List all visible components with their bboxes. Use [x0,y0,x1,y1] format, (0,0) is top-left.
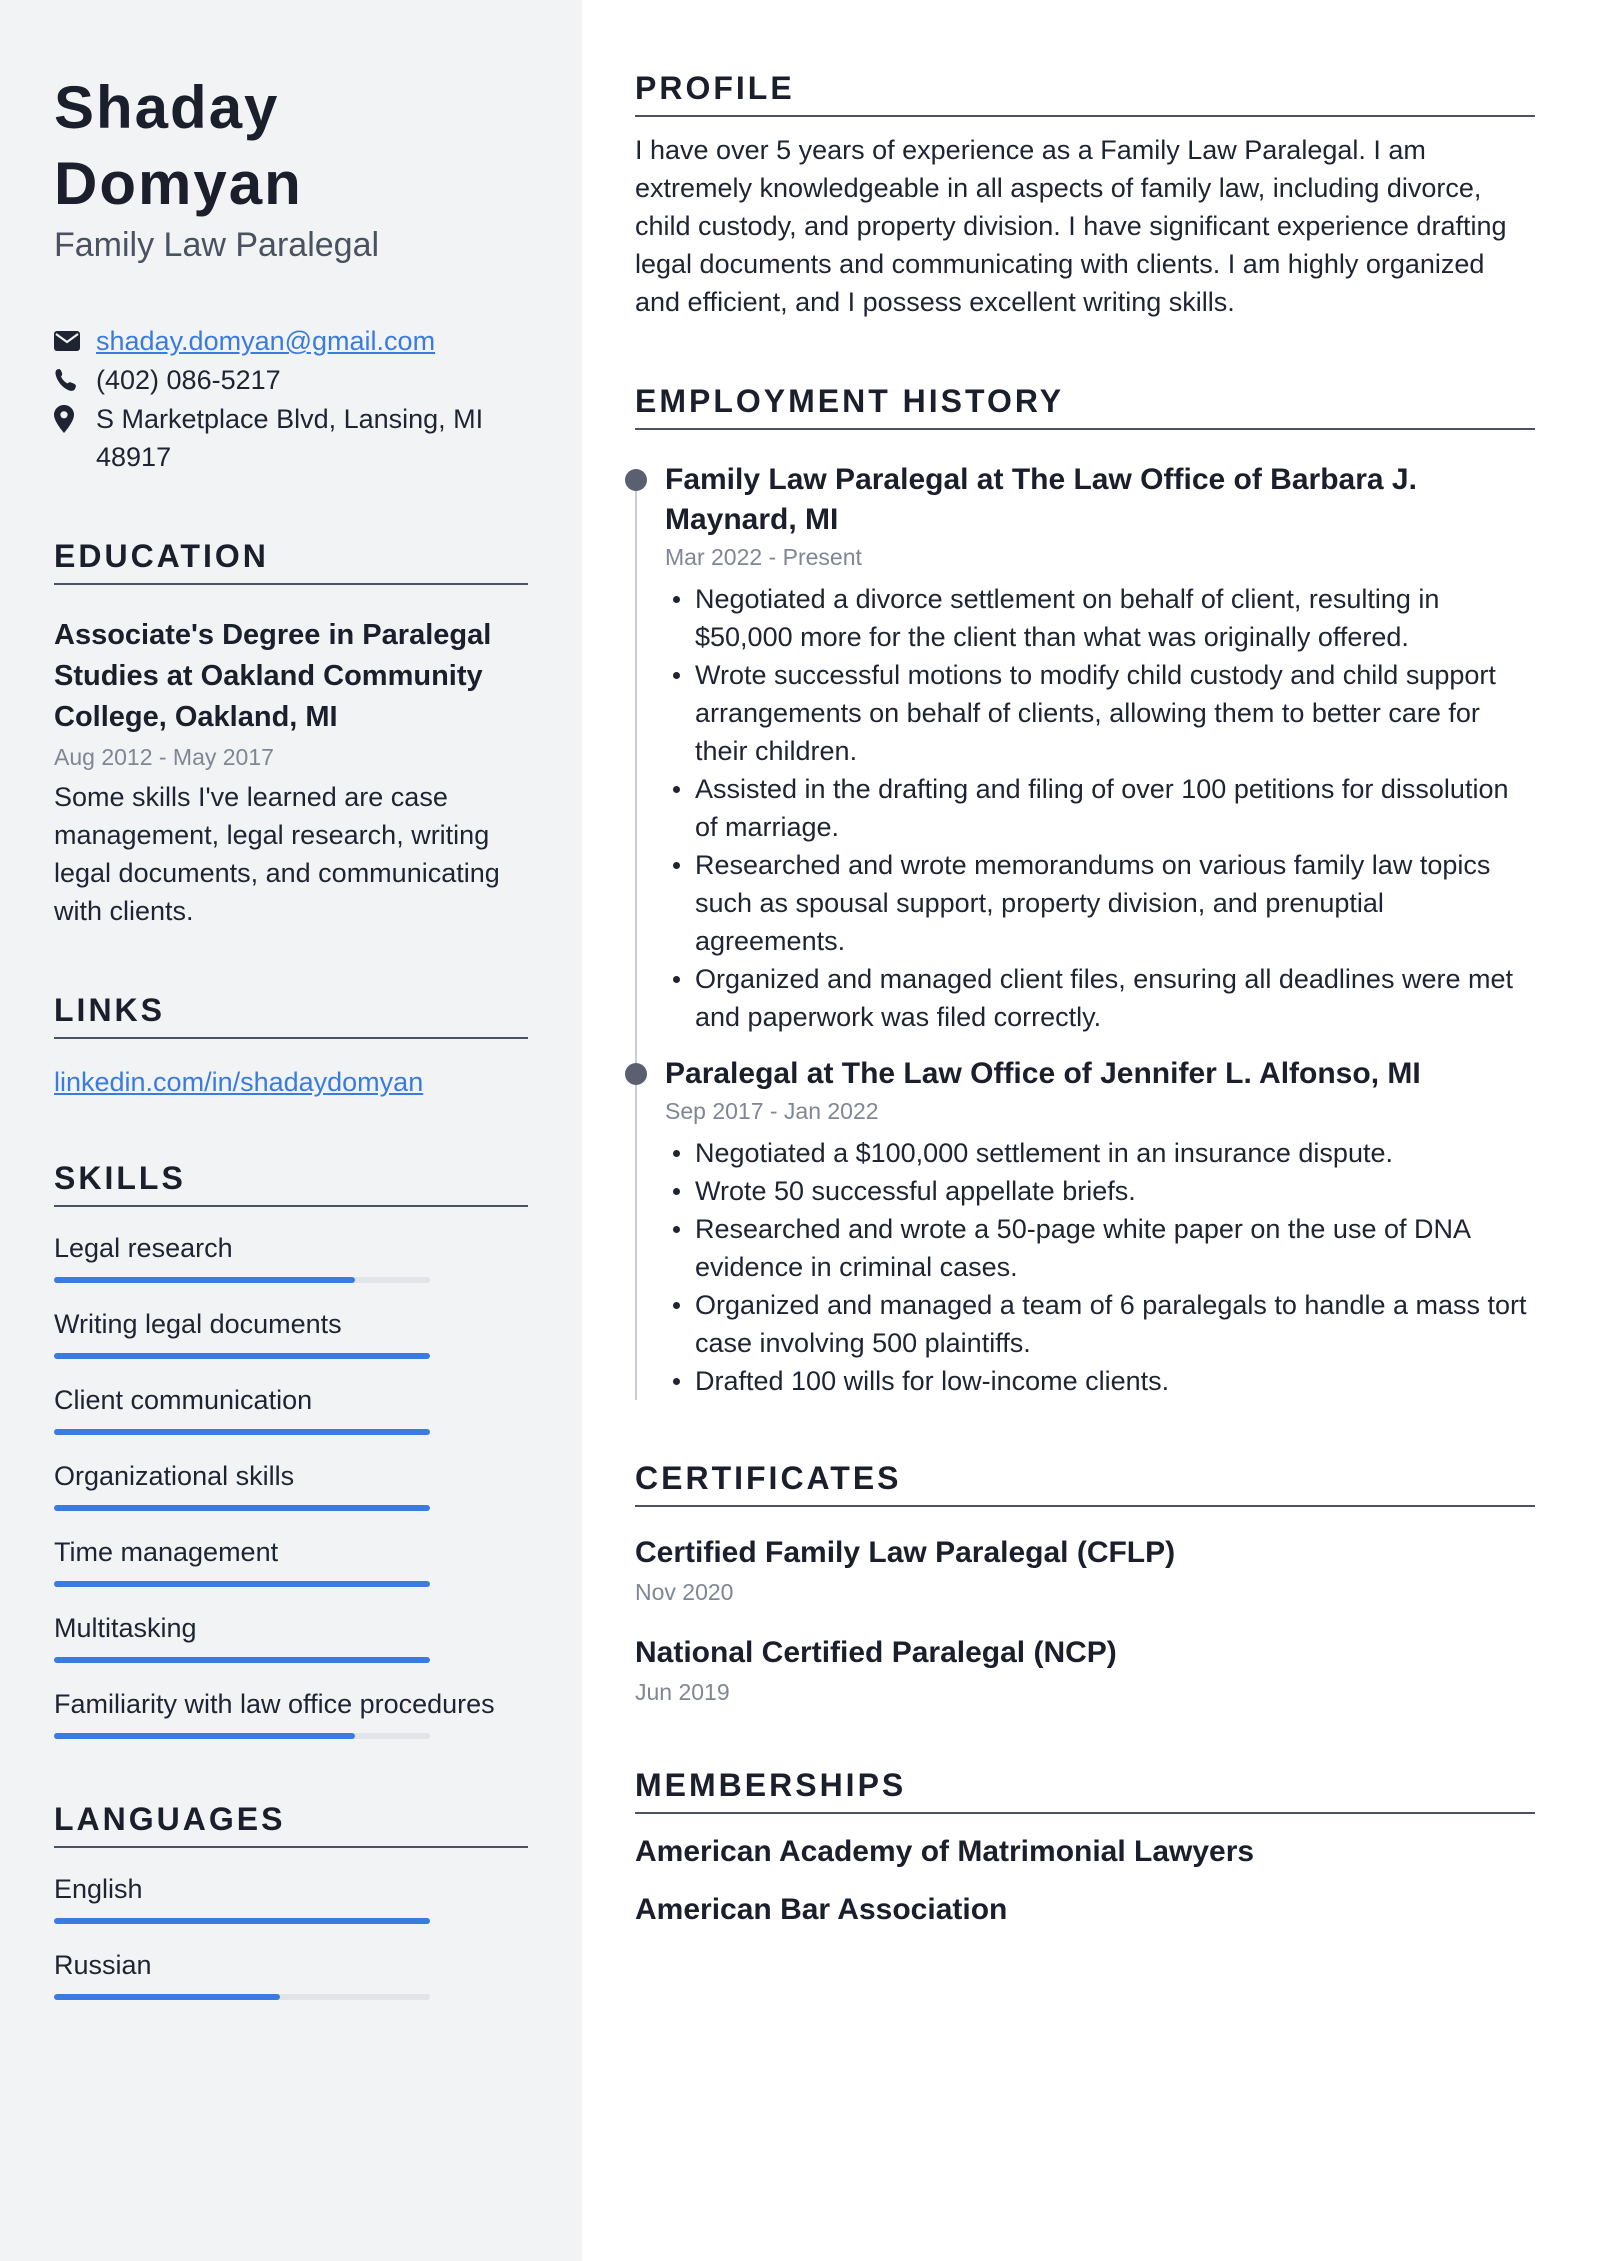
memberships-heading: MEMBERSHIPS [635,1767,1535,1814]
profile-heading: PROFILE [635,70,1535,117]
job-bullet: Assisted in the drafting and filing of over 100 petitions for dissolution of marriage. [695,770,1535,846]
job-bullet: Negotiated a divorce settlement on behalf of client, resulting in $50,000 more for the client than what was originally offered. [695,580,1535,656]
job-bullet: Negotiated a $100,000 settlement in an insurance dispute. [695,1134,1535,1172]
skills-label: Multitasking [54,1613,197,1643]
membership-item: American Bar Association [635,1893,1008,1926]
languages-level-fill [54,1918,430,1924]
skills-level-fill [54,1581,430,1587]
job-entry [665,460,1535,1036]
skills-level-fill [54,1429,430,1435]
links-section [54,992,528,1098]
certificate-title: National Certified Paralegal (NCP) [635,1636,1117,1669]
education-heading: EDUCATION [54,538,528,585]
job-bullet: Researched and wrote a 50-page white paper on the use of DNA evidence in criminal cases. [695,1210,1535,1286]
skills-level-fill [54,1733,355,1739]
skills-label: Legal research [54,1233,233,1263]
skill-list [54,1229,528,1739]
skills-item [54,1609,528,1663]
contact-phone [54,361,528,399]
skills-level-fill [54,1657,430,1663]
job-bullet: Drafted 100 wills for low-income clients. [695,1362,1535,1400]
employment-timeline [635,460,1535,1400]
job-title: Paralegal at The Law Office of Jennifer L. Alfonso, MI [665,1057,1421,1090]
contact-address [54,400,528,476]
profile-text: I have over 5 years of experience as a Family Law Paralegal. I am extremely knowledgeable in all aspects of family law, including divorce, child custody, and property division. I have significant experience drafting legal documents and communicating with clients. I am highly organized and efficient, and I possess excellent writing skills. [635,135,1507,317]
languages-level-bar [54,1918,430,1924]
job-dates: Mar 2022 - Present [665,544,862,570]
education-section [54,538,528,930]
certificate-date: Jun 2019 [635,1679,730,1705]
languages-label: Russian [54,1950,152,1980]
skills-level-fill [54,1505,430,1511]
languages-label: English [54,1874,143,1904]
skills-item [54,1457,528,1511]
timeline-dot [625,1063,647,1085]
skills-item [54,1381,528,1435]
timeline-dot [625,469,647,491]
sidebar [0,0,582,2261]
job-bullet-list [665,580,1535,1036]
certificate-item [635,1633,1535,1707]
skills-label: Familiarity with law office procedures [54,1689,495,1719]
membership-item: American Academy of Matrimonial Lawyers [635,1835,1255,1868]
job-bullet: Organized and managed a team of 6 paralegals to handle a mass tort case involving 500 plaintiffs. [695,1286,1535,1362]
memberships-section [635,1767,1535,1930]
skills-level-bar [54,1581,430,1587]
skills-item [54,1685,528,1739]
education-description: Some skills I've learned are case management, legal research, writing legal documents, and communicating with clients. [54,782,500,926]
education-dates: Aug 2012 - May 2017 [54,744,274,770]
profile-section [635,70,1535,321]
languages-level-bar [54,1994,430,2000]
certificates-section [635,1460,1535,1707]
job-title: Family Law Paralegal at The Law Office of Barbara J. Maynard, MI [665,463,1417,536]
job-bullet: Organized and managed client files, ensuring all deadlines were met and paperwork was filed correctly. [695,960,1535,1036]
skills-heading: SKILLS [54,1160,528,1207]
certificate-date: Nov 2020 [635,1579,734,1605]
phone-text: (402) 086-5217 [96,365,281,395]
skills-section [54,1160,528,1739]
job-bullet: Wrote 50 successful appellate briefs. [695,1172,1535,1210]
candidate-title: Family Law Paralegal [54,226,380,264]
skills-level-bar [54,1277,430,1283]
skills-label: Client communication [54,1385,313,1415]
skills-level-bar [54,1657,430,1663]
languages-level-fill [54,1994,280,2000]
skills-level-fill [54,1353,430,1359]
candidate-name: Shaday Domyan [54,74,303,217]
job-entry [665,1054,1535,1400]
certificate-item [635,1533,1535,1607]
address-text: S Marketplace Blvd, Lansing, MI 48917 [96,404,484,472]
employment-section [635,383,1535,1400]
links-heading: LINKS [54,992,528,1039]
education-degree: Associate's Degree in Paralegal Studies at Oakland Community College, Oakland, MI [54,619,492,733]
certificates-heading: CERTIFICATES [635,1460,1535,1507]
skills-level-bar [54,1733,430,1739]
skills-level-bar [54,1429,430,1435]
skills-label: Organizational skills [54,1461,295,1491]
job-dates: Sep 2017 - Jan 2022 [665,1098,879,1124]
contact-email [54,322,528,360]
linkedin-link[interactable]: linkedin.com/in/shadaydomyan [54,1067,424,1097]
skills-item [54,1305,528,1359]
job-bullet: Wrote successful motions to modify child custody and child support arrangements on behalf of clients, allowing them to better care for their children. [695,656,1535,770]
employment-heading: EMPLOYMENT HISTORY [635,383,1535,430]
languages-item [54,1870,528,1924]
email-link[interactable]: shaday.domyan@gmail.com [96,326,436,356]
skills-item [54,1229,528,1283]
languages-section [54,1801,528,2000]
job-bullet-list [665,1134,1535,1400]
skills-level-bar [54,1505,430,1511]
job-bullet: Researched and wrote memorandums on various family law topics such as spousal support, property division, and prenuptial agreements. [695,846,1535,960]
skills-label: Writing legal documents [54,1309,342,1339]
skills-level-fill [54,1277,355,1283]
languages-heading: LANGUAGES [54,1801,528,1848]
phone-icon [54,361,96,399]
certificate-title: Certified Family Law Paralegal (CFLP) [635,1536,1176,1569]
language-list [54,1870,528,2000]
skills-label: Time management [54,1537,279,1567]
skills-level-bar [54,1353,430,1359]
languages-item [54,1946,528,2000]
map-pin-icon [54,400,96,438]
skills-item [54,1533,528,1587]
contact-list [54,322,528,476]
timeline-line [635,474,637,1400]
main-content [635,70,1535,1930]
envelope-icon [54,322,96,360]
